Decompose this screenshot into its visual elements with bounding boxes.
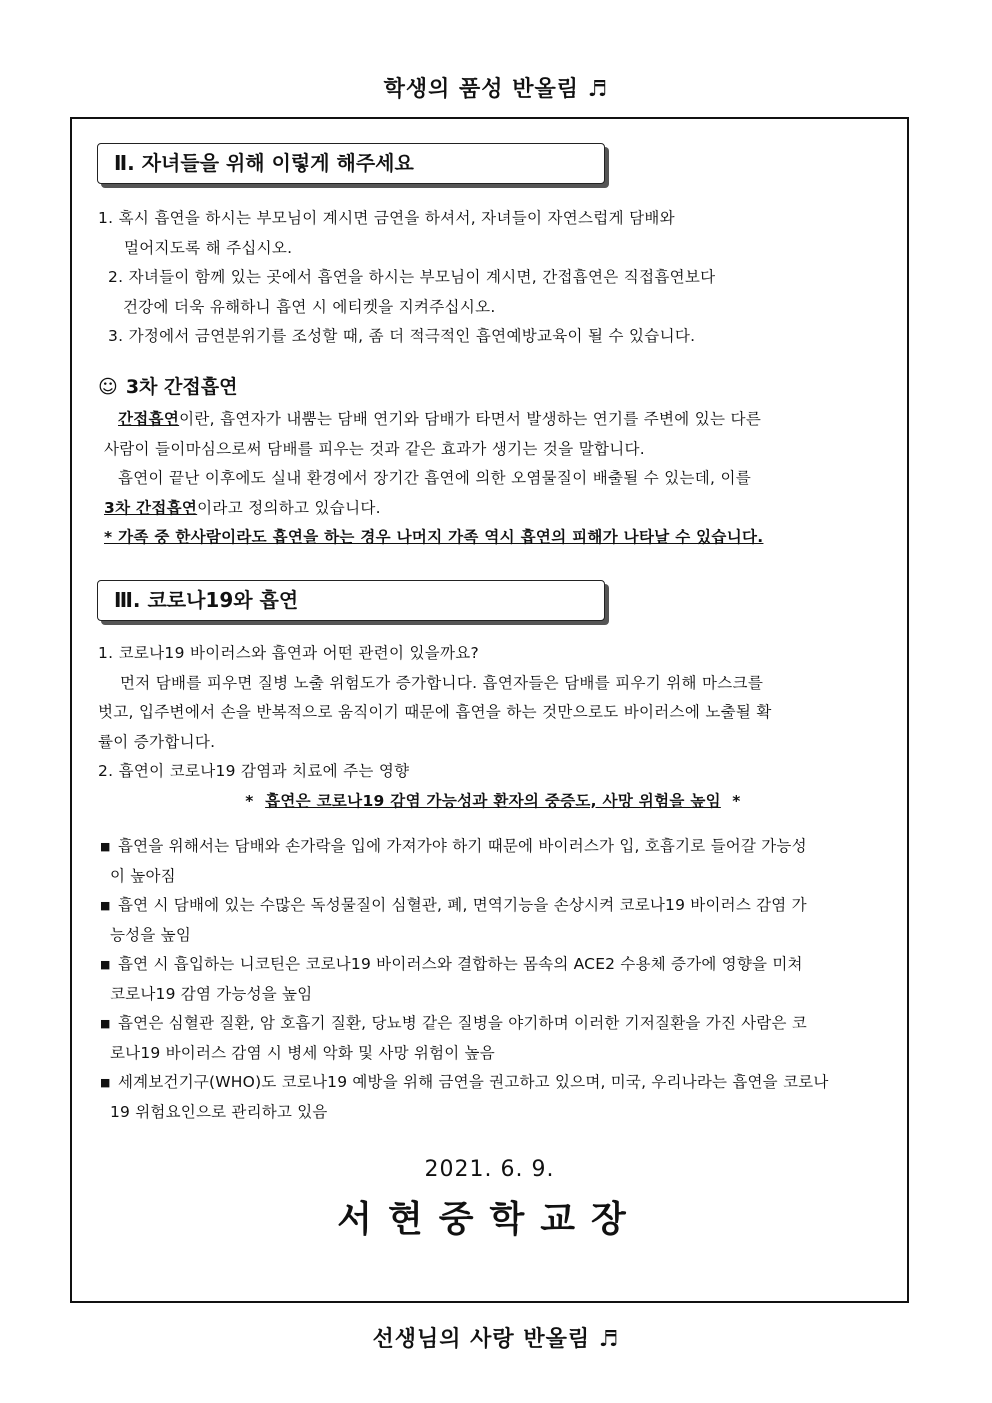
question-1: 1. 코로나19 바이러스와 흡연과 어떤 관련이 있을까요? <box>98 644 480 662</box>
bullet-item: ■ 흡연을 위해서는 담배와 손가락을 입에 가져가야 하기 때문에 바이러스가 입, 호흡기로 들어갈 가능성 이 높아짐 <box>100 832 890 891</box>
answer-1-line3: 률이 증가합니다. <box>98 732 216 751</box>
section-3-body <box>98 639 888 816</box>
third-hand-heading <box>98 372 237 399</box>
bullet-item: ■ 흡연은 심혈관 질환, 암 호흡기 질환, 당뇨병 같은 질병을 야기하며 이러한 기저질환을 가진 사람은 코 로나19 바이러스 감염 시 병세 악화 및 사망 위험이 높음 <box>100 1009 890 1068</box>
footer-motto: 선생님의 사랑 반올림 ♬ <box>372 1326 620 1352</box>
bullet-square-icon: ■ <box>100 899 111 912</box>
list-item: 1. 혹시 흡연을 하시는 부모님이 계시면 금연을 하셔서, 자녀들이 자연스럽게 담배와 <box>98 209 675 227</box>
bullet-item: ■ 흡연 시 흡입하는 니코틴은 코로나19 바이러스와 결합하는 몸속의 ACE2 수용체 증가에 영향을 미쳐 코로나19 감염 가능성을 높임 <box>100 950 890 1009</box>
term-secondhand: 간접흡연 <box>118 410 180 428</box>
section-3-title: Ⅲ. 코로나19와 흡연 <box>97 580 605 621</box>
term-thirdhand: 3차 간접흡연 <box>104 498 198 517</box>
third-hand-heading-text: 3차 간접흡연 <box>125 376 238 398</box>
bullet-square-icon: ■ <box>100 1076 111 1089</box>
answer-1-line1: 먼저 담배를 피우면 질병 노출 위험도가 증가합니다. 흡연자들은 담배를 피우기 위해 마스크를 <box>120 673 764 692</box>
list-item: 3. 가정에서 금연분위기를 조성할 때, 좀 더 적극적인 흡연예방교육이 될 수 있습니다. <box>108 327 696 345</box>
third-hand-note: * 가족 중 한사람이라도 흡연을 하는 경우 나머지 가족 역시 흡연의 피해가 나타날 수 있습니다. <box>104 528 764 546</box>
risk-bullet-list <box>100 832 890 1127</box>
issue-date: 2021. 6. 9. <box>424 1157 555 1182</box>
section-2-list <box>98 204 888 352</box>
third-hand-p1: 간접흡연이란, 흡연자가 내뿜는 담배 연기와 담배가 타면서 발생하는 연기를 주변에 있는 다른 <box>118 410 762 428</box>
list-item: 2. 자녀들이 함께 있는 곳에서 흡연을 하시는 부모님이 계시면, 간접흡연은 직접흡연보다 <box>108 268 716 286</box>
school-principal: 서현중학교장 <box>337 1198 642 1240</box>
risk-summary: * 흡연은 코로나19 감염 가능성과 환자의 중증도, 사망 위험을 높임 * <box>245 791 741 810</box>
bullet-item: ■ 세계보건기구(WHO)도 코로나19 예방을 위해 금연을 권고하고 있으며, 미국, 우리나라는 흡연을 코로나 19 위험요인으로 관리하고 있음 <box>100 1068 890 1127</box>
list-item-cont: 멀어지도록 해 주십시오. <box>124 238 293 257</box>
question-2: 2. 흡연이 코로나19 감염과 치료에 주는 영향 <box>98 762 410 780</box>
third-hand-p1-cont: 사람이 들이마심으로써 담배를 피우는 것과 같은 효과가 생기는 것을 말합니다. <box>104 439 646 458</box>
bullet-square-icon: ■ <box>100 958 111 971</box>
third-hand-p2-cont: 3차 간접흡연이라고 정의하고 있습니다. <box>104 498 381 517</box>
risk-summary-text: 흡연은 코로나19 감염 가능성과 환자의 중증도, 사망 위험을 높임 <box>265 791 721 810</box>
bullet-square-icon: ■ <box>100 1017 111 1030</box>
third-hand-body <box>98 405 888 553</box>
bullet-item: ■ 흡연 시 담배에 있는 수많은 독성물질이 심혈관, 폐, 면역기능을 손상시켜 코로나19 바이러스 감염 가 능성을 높임 <box>100 891 890 950</box>
content-frame <box>70 117 909 1303</box>
third-hand-p2: 흡연이 끝난 이후에도 실내 환경에서 장기간 흡연에 의한 오염물질이 배출될 수 있는데, 이를 <box>118 469 752 487</box>
section-2-title: Ⅱ. 자녀들을 위해 이렇게 해주세요 <box>97 143 605 184</box>
answer-1-line2: 벗고, 입주변에서 손을 반복적으로 움직이기 때문에 흡연을 하는 것만으로도 바이러스에 노출될 확 <box>98 703 772 721</box>
bullet-square-icon: ■ <box>100 840 111 853</box>
header-motto: 학생의 품성 반올림 ♬ <box>383 76 609 102</box>
smile-icon: ☺ <box>98 376 118 398</box>
list-item-cont: 건강에 더욱 유해하니 흡연 시 에티켓을 지켜주십시오. <box>123 297 496 316</box>
